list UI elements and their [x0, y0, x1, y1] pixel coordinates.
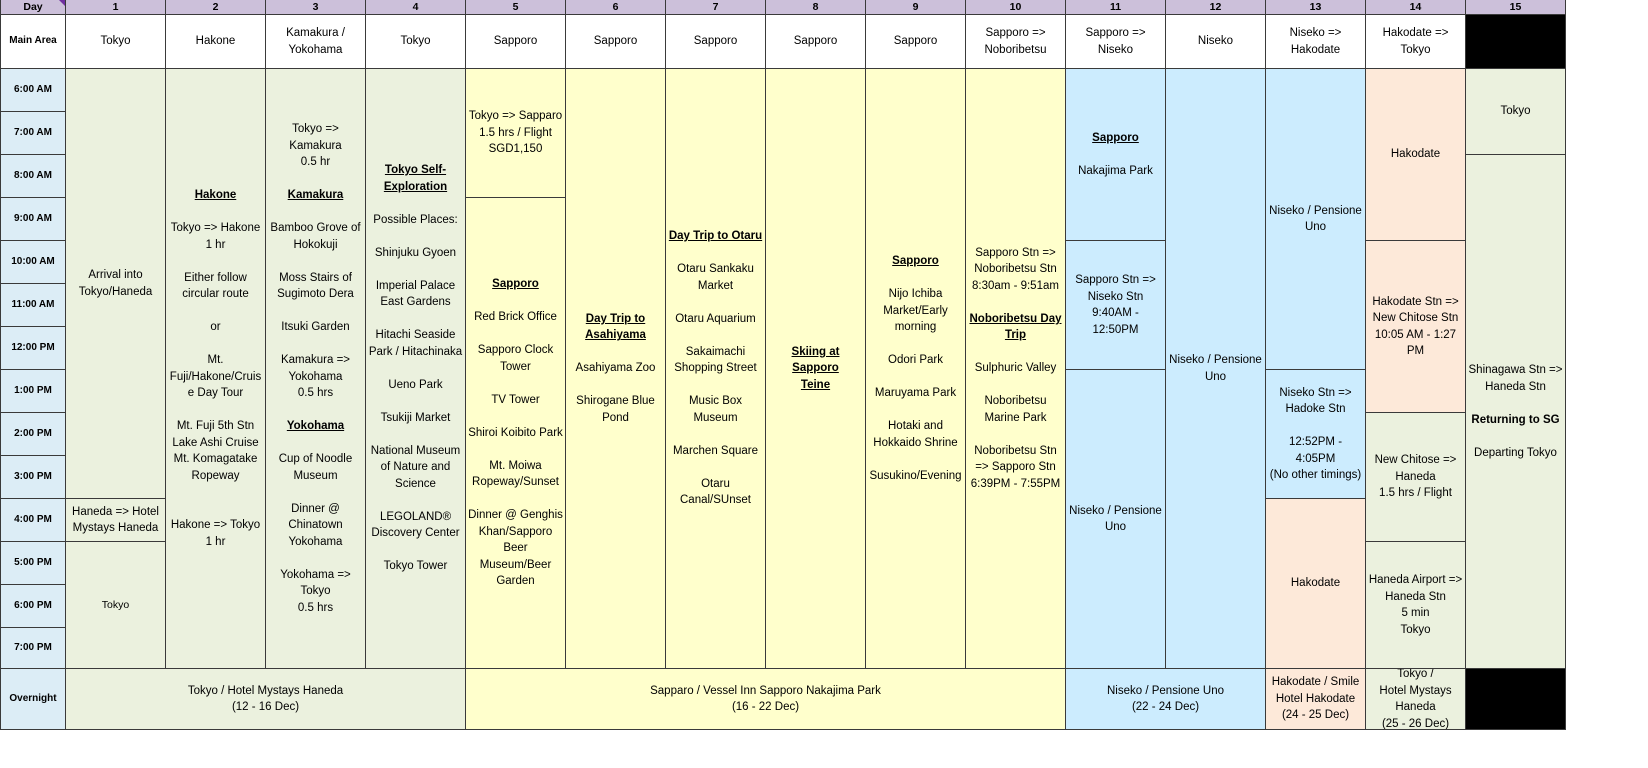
activity-line: Sugimoto Dera — [277, 288, 354, 300]
main-area-day-1[interactable]: Tokyo — [66, 15, 166, 69]
spacer — [270, 550, 360, 567]
spacer — [669, 426, 762, 443]
day10-noboribetsu-content — [969, 245, 1061, 493]
activity-line: 8:30am - 9:51am — [972, 279, 1059, 292]
activity-line: Music Box — [688, 395, 743, 408]
day-header-7[interactable]: 7 — [666, 0, 766, 15]
day10-noboribetsu[interactable] — [966, 69, 1066, 669]
section-heading: Yokohama — [286, 420, 345, 432]
main-area-day-10[interactable]: Sapporo => Noboribetsu — [966, 15, 1066, 69]
spacer — [170, 501, 261, 518]
day13-hakodate[interactable]: Hakodate — [1266, 499, 1366, 669]
activity-line: Fuji/Hakone/Cruis — [169, 370, 262, 383]
day5-flight[interactable]: Tokyo => Sapparo 1.5 hrs / Flight SGD1,150 — [466, 69, 566, 198]
day9-sapporo-content — [869, 253, 961, 484]
spacer — [270, 484, 360, 501]
activity-line: Sapporo Stn => — [975, 246, 1056, 259]
spacer — [170, 253, 261, 270]
activity-line: Beer — [503, 542, 528, 555]
activity-line: Hokokuji — [293, 238, 338, 251]
day13-transfer[interactable]: Niseko Stn => Hadoke Stn 12:52PM - 4:05PM (No other timings) — [1266, 370, 1366, 499]
day5-sapporo[interactable] — [466, 198, 566, 669]
day14-haneda[interactable]: Haneda Airport => Haneda Stn 5 min Tokyo — [1366, 542, 1466, 669]
overnight-sapporo[interactable]: Sapparo / Vessel Inn Sapporo Nakajima Park (16 - 22 Dec) — [466, 669, 1066, 730]
activity-line: Mt. — [207, 354, 224, 366]
activity-line: Susukino/Evening — [869, 469, 962, 482]
day2-hakone-content — [170, 187, 261, 550]
activity-line: Noboribetsu — [984, 395, 1047, 408]
day7-otaru-content — [669, 228, 762, 509]
day13-niseko[interactable]: Niseko / Pensione Uno — [1266, 69, 1366, 370]
section-heading: Sapporo — [1092, 131, 1139, 144]
main-area-label[interactable]: Main Area — [0, 15, 66, 69]
day-header-2[interactable]: 2 — [166, 0, 266, 15]
spacer — [270, 253, 360, 270]
activity-line: Museum — [693, 411, 738, 424]
spacer — [170, 484, 261, 501]
activity-line: 0.5 hrs — [297, 387, 334, 399]
activity-line: Itsuki Garden — [281, 321, 350, 333]
main-area-day-15[interactable] — [1466, 15, 1566, 69]
time-slot[interactable]: 6:00 PM — [0, 585, 66, 628]
main-area-day-13[interactable]: Niseko => Hakodate — [1266, 15, 1366, 69]
day-header-11[interactable]: 11 — [1066, 0, 1166, 15]
activity-line: 6:39PM - 7:55PM — [970, 477, 1061, 490]
spacer — [468, 375, 563, 392]
day5-sapporo-content — [468, 276, 563, 590]
activity-line: Noboribetsu Stn — [974, 263, 1057, 276]
spacer — [369, 426, 462, 443]
activity-line: Mt. Moiwa — [489, 459, 542, 472]
activity-line: of Nature and — [380, 461, 451, 474]
spacer — [669, 245, 762, 262]
spacer — [576, 344, 656, 361]
spacer — [969, 294, 1061, 311]
day2-hakone[interactable] — [166, 69, 266, 669]
day15-return-content — [1469, 362, 1563, 461]
time-slot[interactable]: 1:00 PM — [0, 370, 66, 413]
spacer — [468, 326, 563, 343]
activity-line: Tokyo => — [292, 123, 339, 135]
activity-line: Nijo Ichiba — [888, 288, 943, 300]
spacer — [468, 293, 563, 310]
day-header-label[interactable]: Day — [0, 0, 66, 15]
spacer — [669, 459, 762, 476]
section-heading: Noboribetsu Day Trip — [969, 312, 1062, 342]
activity-line: Ropeway/Sunset — [472, 476, 559, 489]
section-heading: Day Trip to Otaru — [668, 230, 763, 243]
activity-line: Otaru — [701, 477, 730, 490]
activity-line: LEGOLAND® — [379, 510, 452, 523]
activity-line: Asahiyama Zoo — [575, 362, 656, 375]
activity-line: Marine Park — [984, 411, 1047, 424]
spacer — [576, 377, 656, 394]
time-slot[interactable]: 10:00 AM — [0, 241, 66, 284]
section-heading: Tokyo Self- Exploration — [383, 164, 448, 193]
spacer — [369, 228, 462, 245]
day8-skiing[interactable] — [766, 69, 866, 669]
day4-tokyo-self[interactable] — [366, 69, 466, 669]
time-slot[interactable]: 9:00 AM — [0, 198, 66, 241]
spacer — [369, 195, 462, 212]
activity-line: Tsukiji Market — [380, 411, 451, 424]
section-heading: Sapporo — [492, 278, 539, 291]
activity-line: Red Brick Office — [474, 311, 557, 324]
activity-line: Moss Stairs of — [279, 271, 352, 284]
activity-line: morning — [894, 321, 937, 333]
day-header-14[interactable]: 14 — [1366, 0, 1466, 15]
day-header-1[interactable]: 1 — [66, 0, 166, 15]
activity-line: TV Tower — [491, 393, 540, 406]
activity-line: circular route — [182, 288, 249, 300]
main-area-day-5[interactable]: Sapporo — [466, 15, 566, 69]
main-area-day-9[interactable]: Sapporo — [866, 15, 966, 69]
day6-asahiyama[interactable] — [566, 69, 666, 669]
activity-line: Noboribetsu Stn — [974, 444, 1057, 457]
spacer — [369, 360, 462, 377]
activity-line: East Gardens — [380, 296, 451, 309]
activity-line: Hitachi Seaside — [375, 329, 456, 342]
activity-line: Khan/Sapporo — [478, 525, 553, 538]
time-slot[interactable]: 6:00 AM — [0, 69, 66, 112]
activity-line: Maruyama Park — [874, 387, 957, 399]
day-header-15[interactable]: 15 — [1466, 0, 1566, 15]
activity-line: Lake Ashi Cruise — [172, 436, 259, 449]
spacer — [669, 327, 762, 344]
main-area-day-14[interactable]: Hakodate => Tokyo — [1366, 15, 1466, 69]
spacer — [369, 311, 462, 328]
activity-line: 0.5 hrs — [297, 601, 334, 614]
spacer — [369, 542, 462, 559]
activity-line: 0.5 hr — [300, 156, 331, 168]
day11-sapporo[interactable] — [1066, 69, 1166, 241]
day11-niseko[interactable]: Niseko / Pensione Uno — [1066, 370, 1166, 669]
day-header-5[interactable]: 5 — [466, 0, 566, 15]
activity-line: Shinagawa Stn => — [1468, 364, 1563, 376]
spacer — [1078, 146, 1153, 163]
main-area-day-12[interactable]: Niseko — [1166, 15, 1266, 69]
spacer — [1469, 428, 1563, 445]
time-slot[interactable]: 12:00 PM — [0, 327, 66, 370]
activity-line: Park / Hitachinaka — [368, 345, 463, 358]
spacer — [869, 451, 961, 468]
spacer — [170, 204, 261, 221]
activity-line: Possible Places: — [373, 213, 458, 226]
activity-line: Either follow — [184, 271, 247, 284]
activity-line: Garden — [496, 575, 535, 588]
spacer — [669, 294, 762, 311]
day7-otaru[interactable] — [666, 69, 766, 669]
spacer — [468, 408, 563, 425]
activity-line: 1 hr — [205, 238, 226, 251]
time-slot[interactable]: 11:00 AM — [0, 284, 66, 327]
day14-transfer[interactable]: Hakodate Stn => New Chitose Stn 10:05 AM - 1:27 PM — [1366, 241, 1466, 413]
time-slot[interactable]: 7:00 AM — [0, 112, 66, 155]
day8-skiing-content — [768, 344, 863, 394]
activity-line: Sapporo Clock — [477, 344, 554, 357]
spacer — [270, 402, 360, 419]
spacer — [969, 377, 1061, 394]
time-slot[interactable]: 3:00 PM — [0, 456, 66, 499]
day-header-13[interactable]: 13 — [1266, 0, 1366, 15]
section-heading: Returning to SG — [1471, 413, 1560, 426]
activity-line: Yokohama => — [280, 568, 351, 581]
section-heading: Sapporo — [892, 255, 939, 267]
spacer — [369, 492, 462, 509]
section-heading: Skiing at Sapporo Teine — [791, 345, 840, 391]
time-slot[interactable]: 8:00 AM — [0, 155, 66, 198]
activity-line: Tokyo Tower — [383, 560, 448, 573]
activity-line: Marchen Square — [672, 444, 758, 457]
main-area-day-6[interactable]: Sapporo — [566, 15, 666, 69]
day1-arrival[interactable]: Arrival into Tokyo/Haneda — [66, 69, 166, 499]
activity-line: Hokkaido Shrine — [873, 436, 958, 449]
day-header-12[interactable]: 12 — [1166, 0, 1266, 15]
activity-line: Bamboo Grove of — [270, 222, 361, 234]
activity-line: Discovery Center — [371, 527, 460, 540]
activity-line: or — [210, 321, 221, 333]
section-heading: Kamakura — [287, 189, 344, 201]
activity-line: Nakajima Park — [1078, 164, 1153, 177]
day11-transfer[interactable]: Sapporo Stn => Niseko Stn 9:40AM - 12:50PM — [1066, 241, 1166, 370]
day3-kamakura-yokohama-content — [270, 121, 360, 616]
spacer — [669, 377, 762, 394]
main-area-day-2[interactable]: Hakone — [166, 15, 266, 69]
activity-line: Departing Tokyo — [1474, 446, 1557, 459]
day15-tokyo[interactable]: Tokyo — [1466, 69, 1566, 155]
activity-line: Market/Early — [883, 304, 948, 317]
spacer — [369, 393, 462, 410]
activity-line: 1 hr — [205, 535, 226, 548]
spacer — [969, 344, 1061, 361]
overnight-hakodate[interactable]: Hakodate / Smile Hotel Hakodate (24 - 25 Dec) — [1266, 669, 1366, 730]
day-header-4[interactable]: 4 — [366, 0, 466, 15]
day-header-8[interactable]: 8 — [766, 0, 866, 15]
day11-sapporo-content — [1078, 130, 1153, 180]
spacer — [468, 491, 563, 508]
day6-asahiyama-content — [576, 311, 656, 427]
spacer — [270, 336, 360, 353]
activity-line: Sulphuric Valley — [974, 362, 1057, 375]
main-area-day-4[interactable]: Tokyo — [366, 15, 466, 69]
activity-line: Tokyo => Hakone — [170, 222, 261, 234]
activity-line: Shiroi Koibito Park — [468, 426, 563, 439]
activity-line: Imperial Palace — [375, 279, 456, 292]
spacer — [369, 261, 462, 278]
day1-transfer[interactable]: Haneda => Hotel Mystays Haneda — [66, 499, 166, 542]
activity-line: Dinner @ — [291, 502, 340, 515]
overnight-niseko[interactable]: Niseko / Pensione Uno (22 - 24 Dec) — [1066, 669, 1266, 730]
day12-niseko[interactable]: Niseko / Pensione Uno — [1166, 69, 1266, 669]
main-area-day-11[interactable]: Sapporo => Niseko — [1066, 15, 1166, 69]
activity-line: e Day Tour — [187, 387, 244, 399]
day-header-10[interactable]: 10 — [966, 0, 1066, 15]
activity-line: Haneda Stn — [1485, 380, 1546, 393]
activity-line: Sakaimachi — [685, 345, 746, 358]
activity-line: Science — [395, 477, 436, 490]
activity-line: Kamakura => — [280, 354, 351, 366]
day-header-3[interactable]: 3 — [266, 0, 366, 15]
activity-line: Hakone => Tokyo — [170, 519, 261, 531]
activity-line: Tower — [500, 360, 531, 373]
activity-line: National Museum — [370, 444, 461, 457]
main-area-day-8[interactable]: Sapporo — [766, 15, 866, 69]
activity-line: Ueno Park — [388, 378, 443, 391]
spacer — [1469, 395, 1563, 412]
day15-return[interactable] — [1466, 155, 1566, 669]
overnight-day-15 — [1466, 669, 1566, 730]
activity-line: Odori Park — [888, 354, 943, 366]
activity-line: Kamakura — [289, 139, 342, 152]
activity-line: Cup of Noodle — [278, 453, 353, 465]
spacer — [468, 441, 563, 458]
day-header-9[interactable]: 9 — [866, 0, 966, 15]
overnight-label[interactable]: Overnight — [0, 669, 66, 730]
activity-line: Ropeway — [191, 469, 240, 482]
spacer — [270, 303, 360, 320]
section-heading: Day Trip to Asahiyama — [585, 312, 646, 342]
spacer — [869, 369, 961, 386]
activity-line: Tokyo — [300, 585, 331, 597]
activity-line: Shinjuku Gyoen — [374, 246, 457, 259]
day-header-6[interactable]: 6 — [566, 0, 666, 15]
activity-line: Shirogane Blue — [576, 395, 655, 408]
activity-line: Yokohama — [288, 370, 343, 383]
spacer — [969, 426, 1061, 443]
activity-line: Otaru Sankaku — [677, 263, 754, 276]
time-slot[interactable]: 2:00 PM — [0, 413, 66, 456]
spacer — [170, 402, 261, 419]
spacer — [270, 171, 360, 188]
day3-kamakura-yokohama[interactable] — [266, 69, 366, 669]
spacer — [270, 204, 360, 221]
spacer — [869, 402, 961, 419]
activity-line: => Sapporo Stn — [975, 461, 1056, 474]
spacer — [869, 270, 961, 287]
activity-line: Hotaki and — [888, 420, 943, 432]
activity-line: Canal/SUnset — [680, 494, 751, 507]
spacer — [270, 435, 360, 452]
time-slot[interactable]: 5:00 PM — [0, 542, 66, 585]
corner-marker — [59, 0, 65, 6]
activity-line: Pond — [602, 411, 629, 424]
activity-line: Market — [697, 279, 734, 292]
overnight-tokyo-final[interactable]: Tokyo / Hotel Mystays Haneda (25 - 26 Dec) — [1366, 669, 1466, 730]
spacer — [170, 303, 261, 320]
day14-flight[interactable]: New Chitose => Haneda 1.5 hrs / Flight — [1366, 413, 1466, 542]
time-slot[interactable]: 7:00 PM — [0, 628, 66, 669]
section-heading: Hakone — [194, 189, 237, 201]
activity-line: Chinatown — [288, 519, 343, 531]
time-slot[interactable]: 4:00 PM — [0, 499, 66, 542]
activity-line: Yokohama — [288, 535, 343, 548]
activity-line: Museum/Beer — [479, 558, 552, 571]
spacer — [869, 336, 961, 353]
activity-line: Museum — [293, 469, 338, 482]
day14-hakodate[interactable]: Hakodate — [1366, 69, 1466, 241]
main-area-day-7[interactable]: Sapporo — [666, 15, 766, 69]
activity-line: Shopping Street — [674, 362, 757, 375]
day4-tokyo-self-content — [369, 162, 462, 575]
activity-line: Mt. Komagatake — [173, 453, 258, 465]
activity-line: Otaru Aquarium — [675, 312, 756, 325]
activity-line: Mt. Fuji 5th Stn — [176, 420, 255, 432]
day1-tokyo[interactable]: Tokyo — [66, 542, 166, 669]
spacer — [170, 336, 261, 353]
overnight-tokyo[interactable]: Tokyo / Hotel Mystays Haneda (12 - 16 Dec) — [66, 669, 466, 730]
activity-line: Dinner @ Genghis — [468, 509, 563, 522]
day9-sapporo[interactable] — [866, 69, 966, 669]
main-area-day-3[interactable]: Kamakura / Yokohama — [266, 15, 366, 69]
